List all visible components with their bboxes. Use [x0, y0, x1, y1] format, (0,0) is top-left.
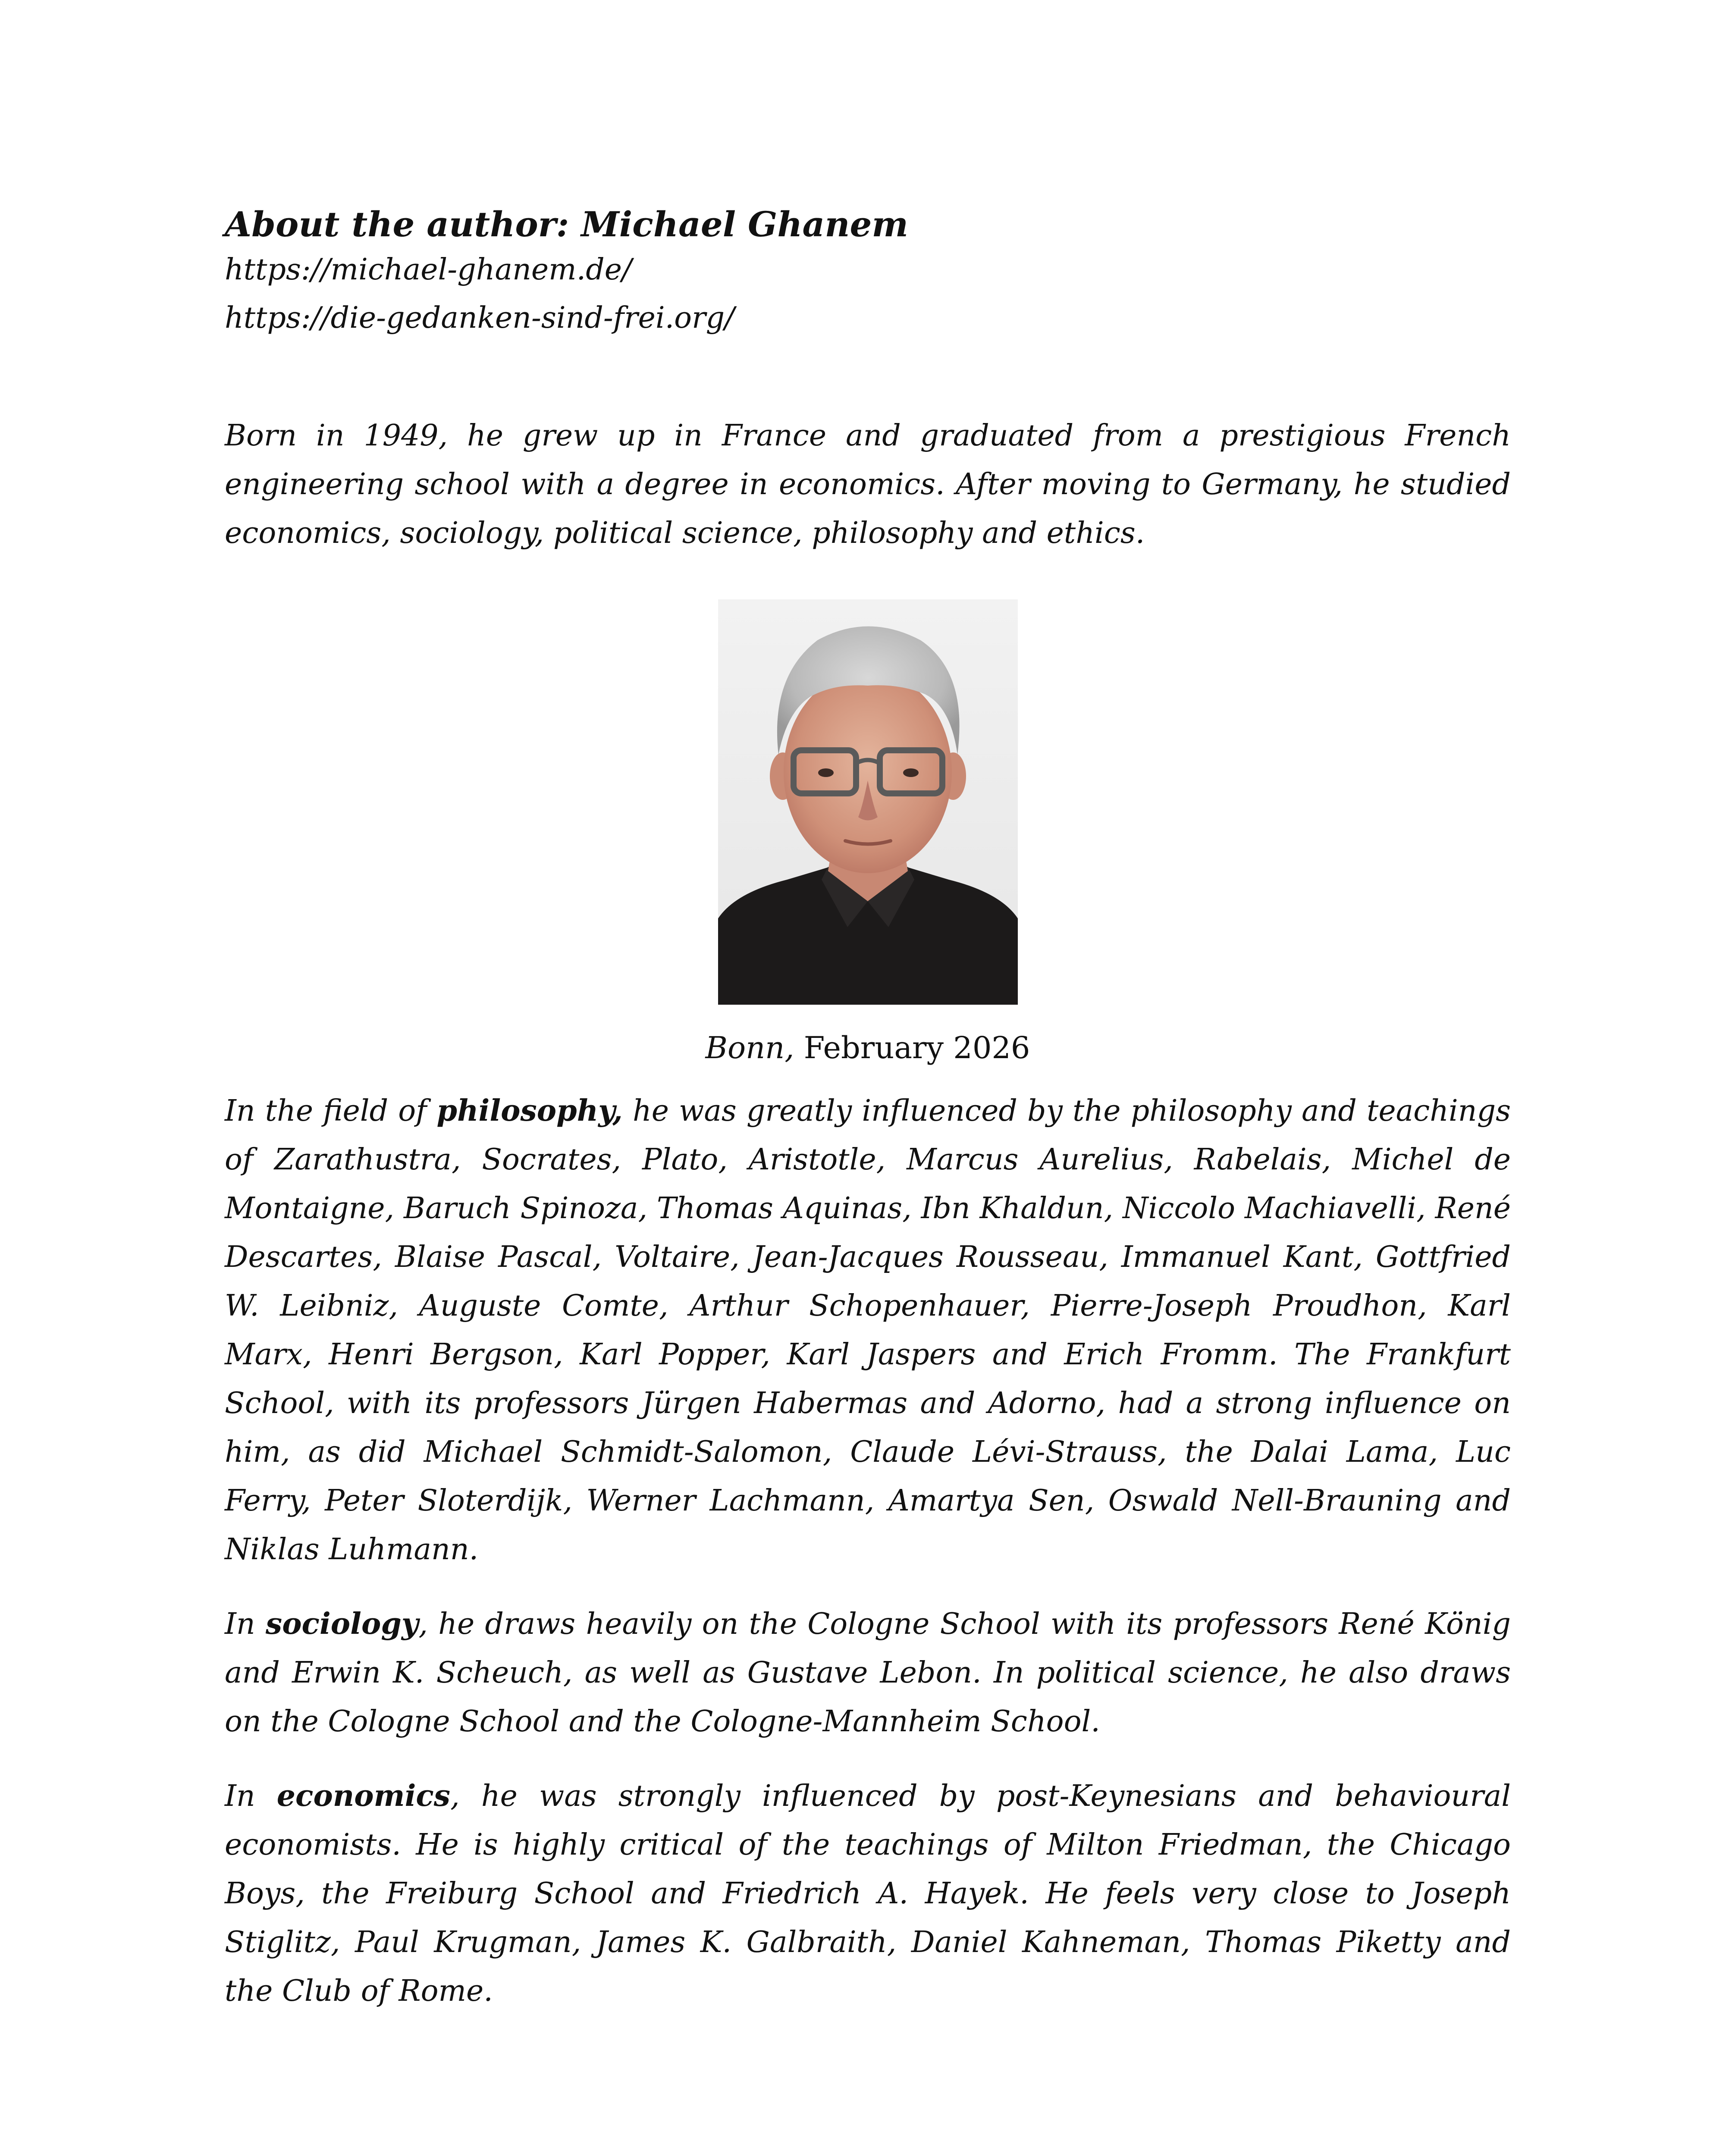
- philosophy-lead: In the field of: [225, 1094, 437, 1128]
- sociology-term: sociology: [265, 1607, 419, 1641]
- caption-date: February 2026: [803, 1030, 1030, 1065]
- document-page: [225, 203, 1511, 2015]
- sociology-body: , he draws heavily on the Cologne School with its professors René König and Erwin K. Scheuch, as well as Gustave Lebon. In political science, he also draws on the Cologne School and the Cologne-Mannheim School.: [225, 1607, 1511, 1739]
- website-url-2[interactable]: https://die-gedanken-sind-frei.org/: [225, 301, 735, 335]
- website-url-1[interactable]: https://michael-ghanem.de/: [225, 253, 632, 287]
- sociology-lead: In: [225, 1607, 266, 1641]
- page-title: About the author: Michael Ghanem: [225, 204, 909, 244]
- author-photo: [718, 599, 1018, 1005]
- economics-term: economics: [276, 1779, 451, 1813]
- philosophy-body: he was greatly influenced by the philosophy and teachings of Zarathustra, Socrates, Plato, Aristotle, Marcus Aurelius, Rabelais, Michel de Montaigne, Baruch Spinoza, Thomas Aquinas, Ibn Khaldun, Niccolo Machiavelli, René Descartes, Blaise Pascal, Voltaire, Jean-Jacques Rousseau, Immanuel Kant, Gottfried W. Leibniz, Auguste Comte, Arthur Schopenhauer, Pierre-Joseph Proudhon, Karl Marx, Henri Bergson, Karl Popper, Karl Jaspers and Erich Fromm. The Frankfurt School, with its professors Jürgen Habermas and Adorno, had a strong influence on him, as did Michael Schmidt-Salomon, Claude Lévi-Strauss, the Dalai Lama, Luc Ferry, Peter Sloterdijk, Werner Lachmann, Amartya Sen, Oswald Nell-Brauning and Niklas Luhmann.: [225, 1094, 1511, 1567]
- economics-lead: In: [225, 1779, 277, 1813]
- sociology-paragraph: [225, 1600, 1511, 1746]
- philosophy-paragraph: [225, 1087, 1511, 1574]
- economics-paragraph: [225, 1772, 1511, 2015]
- photo-caption: [225, 1026, 1511, 1069]
- caption-place: Bonn,: [705, 1030, 794, 1065]
- intro-paragraph: Born in 1949, he grew up in France and graduated from a prestigious French engineering school with a degree in economics. After moving to Germany, he studied economics, sociology, political science, philosophy and ethics.: [225, 419, 1511, 550]
- philosophy-term: philosophy,: [436, 1094, 623, 1128]
- economics-body: , he was strongly influenced by post-Keynesians and behavioural economists. He is highly critical of the teachings of Milton Friedman, the Chicago Boys, the Freiburg School and Friedrich A. Hayek. He feels very close to Joseph Stiglitz, Paul Krugman, James K. Galbraith, Daniel Kahneman, Thomas Piketty and the Club of Rome.: [225, 1779, 1511, 2008]
